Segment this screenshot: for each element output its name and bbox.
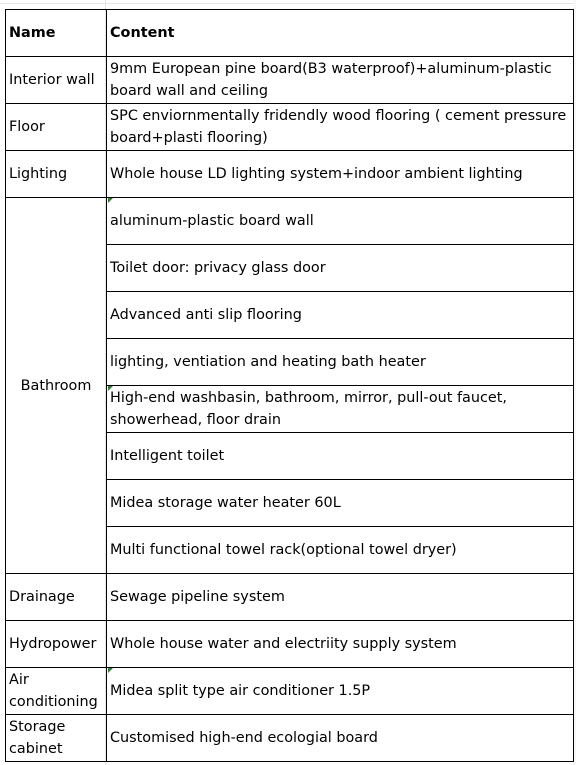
header-row	[6, 10, 574, 57]
gridline	[0, 3, 576, 4]
row-content: Advanced anti slip flooring	[110, 307, 302, 323]
table-row	[6, 574, 574, 621]
table-row	[6, 668, 574, 715]
header-content-label: Content	[110, 25, 175, 41]
row-content: Sewage pipeline system	[110, 589, 285, 605]
row-content: Multi functional towel rack(optional towel dryer)	[110, 542, 457, 558]
content-cell[interactable]	[107, 339, 574, 386]
row-content: Whole house water and electriity supply system	[110, 636, 457, 652]
row-content: Customised high-end ecologial board	[110, 730, 378, 746]
content-cell[interactable]	[107, 433, 574, 480]
row-content: SPC enviornmentally fridendly wood flooring ( cement pressure board+plasti flooring)	[110, 108, 567, 146]
name-cell[interactable]	[6, 151, 107, 198]
name-cell[interactable]	[6, 715, 107, 762]
row-name: Floor	[9, 119, 45, 135]
content-cell[interactable]	[107, 621, 574, 668]
row-content: Toilet door: privacy glass door	[110, 260, 326, 276]
table-row	[6, 621, 574, 668]
content-cell[interactable]	[107, 574, 574, 621]
content-cell[interactable]	[107, 527, 574, 574]
name-cell[interactable]	[6, 104, 107, 151]
content-cell[interactable]	[107, 245, 574, 292]
content-cell[interactable]	[107, 57, 574, 104]
row-name: Lighting	[9, 166, 68, 182]
row-name: Air conditioning	[9, 672, 98, 710]
name-cell[interactable]	[6, 574, 107, 621]
comment-marker-icon	[108, 668, 113, 673]
row-content: Midea split type air conditioner 1.5P	[110, 683, 371, 699]
spec-table	[5, 9, 574, 762]
row-content: 9mm European pine board(B3 waterproof)+aluminum-plastic board wall and ceiling	[110, 61, 552, 99]
content-cell[interactable]	[107, 198, 574, 245]
row-name: Storage cabinet	[9, 719, 66, 757]
table-row	[6, 151, 574, 198]
row-name: Bathroom	[20, 377, 92, 394]
header-name-cell[interactable]	[6, 10, 107, 57]
content-cell[interactable]	[107, 151, 574, 198]
bathroom-name-cell[interactable]	[6, 198, 107, 574]
comment-marker-icon	[108, 198, 113, 203]
comment-marker-icon	[108, 386, 113, 391]
table-row	[6, 198, 574, 245]
row-content: High-end washbasin, bathroom, mirror, pull-out faucet, showerhead, floor drain	[110, 390, 507, 428]
row-name: Hydropower	[9, 636, 97, 652]
content-cell[interactable]	[107, 386, 574, 433]
row-content: Midea storage water heater 60L	[110, 495, 341, 511]
content-cell[interactable]	[107, 715, 574, 762]
table-row	[6, 104, 574, 151]
content-cell[interactable]	[107, 104, 574, 151]
content-cell[interactable]	[107, 480, 574, 527]
table-row	[6, 57, 574, 104]
row-name: Drainage	[9, 589, 75, 605]
name-cell[interactable]	[6, 57, 107, 104]
table-row	[6, 715, 574, 762]
row-content: Whole house LD lighting system+indoor ambient lighting	[110, 166, 523, 182]
row-content: aluminum-plastic board wall	[110, 213, 314, 229]
header-content-cell[interactable]	[107, 10, 574, 57]
name-cell[interactable]	[6, 668, 107, 715]
name-cell[interactable]	[6, 621, 107, 668]
row-content: lighting, ventiation and heating bath heater	[110, 354, 426, 370]
row-name: Interior wall	[9, 72, 95, 88]
content-cell[interactable]	[107, 668, 574, 715]
header-name-label: Name	[9, 25, 56, 41]
row-content: Intelligent toilet	[110, 448, 225, 464]
content-cell[interactable]	[107, 292, 574, 339]
